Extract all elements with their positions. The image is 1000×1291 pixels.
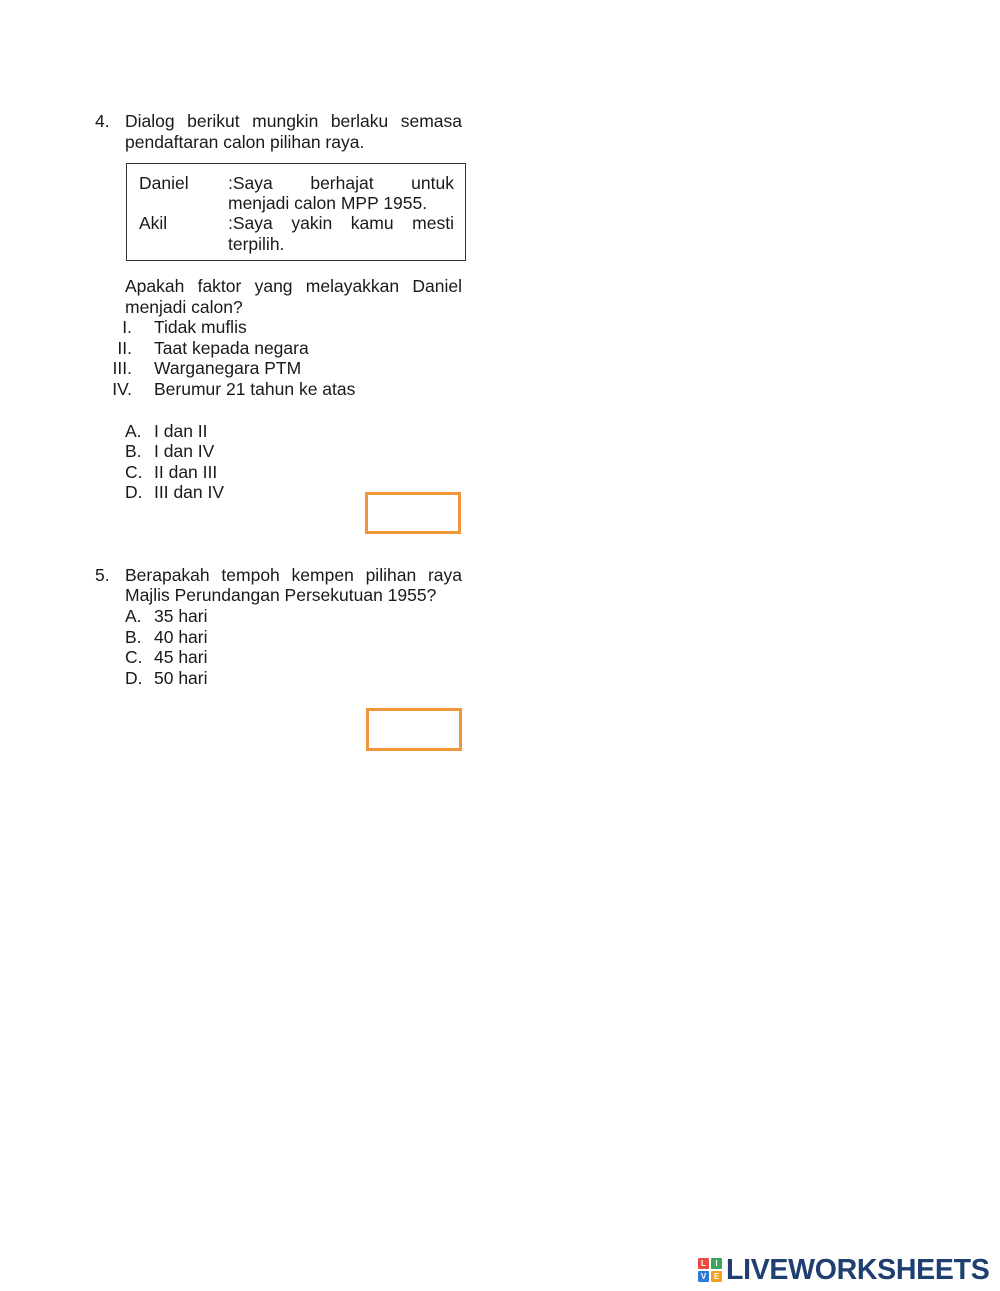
dialog-line: :Saya berhajat untuk	[228, 173, 454, 193]
option-letter: A.	[125, 606, 142, 626]
option-letter: C.	[125, 462, 143, 482]
option-text: I dan IV	[154, 441, 215, 461]
logo-letter: I	[711, 1258, 722, 1269]
option-letter: D.	[125, 668, 143, 688]
statement-text: Berumur 21 tahun ke atas	[154, 379, 356, 399]
liveworksheets-logo	[698, 1253, 990, 1286]
option-text: 45 hari	[154, 647, 208, 667]
option-text: II dan III	[154, 462, 218, 482]
option-letter: A.	[125, 421, 142, 441]
statement-numeral: I.	[122, 317, 132, 337]
logo-letter: V	[698, 1271, 709, 1282]
question-stem: Majlis Perundangan Persekutuan 1955?	[125, 585, 437, 605]
dialog-line: terpilih.	[228, 234, 285, 254]
option-letter: B.	[125, 627, 142, 647]
logo-letter: L	[698, 1258, 709, 1269]
statement-numeral: IV.	[112, 379, 132, 399]
option-text: 40 hari	[154, 627, 208, 647]
dialog-speaker: Daniel	[139, 173, 189, 193]
answer-input-q5[interactable]	[366, 708, 462, 751]
statement-text: Tidak muflis	[154, 317, 247, 337]
option-text: III dan IV	[154, 482, 225, 502]
statement-text: Warganegara PTM	[154, 358, 302, 378]
dialog-speaker: Akil	[139, 213, 168, 233]
option-letter: B.	[125, 441, 142, 461]
option-text: 50 hari	[154, 668, 208, 688]
option-text: I dan II	[154, 421, 208, 441]
question-text: Apakah faktor yang melayakkan Daniel	[125, 276, 462, 296]
logo-mark-icon	[698, 1258, 722, 1282]
statement-numeral: III.	[112, 358, 132, 378]
question-number: 4.	[95, 111, 110, 131]
question-text: menjadi calon?	[125, 297, 243, 317]
statement-numeral: II.	[117, 338, 132, 358]
statement-text: Taat kepada negara	[154, 338, 309, 358]
question-stem: Berapakah tempoh kempen pilihan raya	[125, 565, 462, 585]
question-stem: pendaftaran calon pilihan raya.	[125, 132, 365, 152]
option-letter: C.	[125, 647, 143, 667]
logo-letter: E	[711, 1271, 722, 1282]
answer-input-q4[interactable]	[365, 492, 461, 534]
dialog-line: menjadi calon MPP 1955.	[228, 193, 428, 213]
question-stem: Dialog berikut mungkin berlaku semasa	[125, 111, 462, 131]
dialog-line: :Saya yakin kamu mesti	[228, 213, 454, 233]
question-number: 5.	[95, 565, 110, 585]
option-text: 35 hari	[154, 606, 208, 626]
option-letter: D.	[125, 482, 143, 502]
logo-text: LIVEWORKSHEETS	[726, 1253, 990, 1286]
